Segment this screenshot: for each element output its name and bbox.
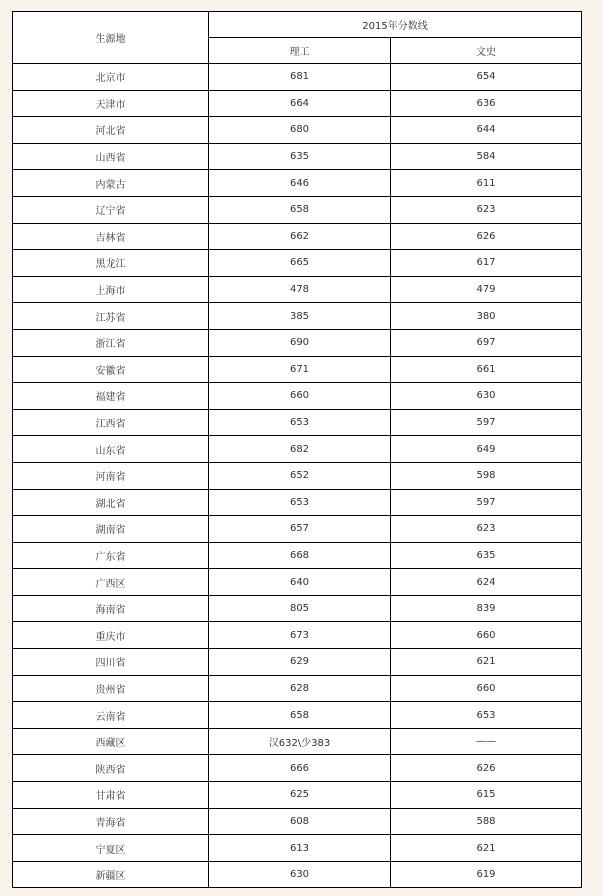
science-score-cell: 385 bbox=[209, 303, 391, 330]
arts-score-cell: 644 bbox=[391, 117, 582, 144]
science-score-cell: 652 bbox=[209, 462, 391, 489]
region-cell: 黑龙江 bbox=[13, 250, 209, 277]
region-cell: 辽宁省 bbox=[13, 196, 209, 223]
arts-score-cell: 661 bbox=[391, 356, 582, 383]
header-year-group: 2015年分数线 bbox=[209, 12, 582, 38]
region-cell: 四川省 bbox=[13, 649, 209, 676]
arts-score-cell: 584 bbox=[391, 143, 582, 170]
arts-score-cell: 626 bbox=[391, 755, 582, 782]
science-score-cell: 690 bbox=[209, 329, 391, 356]
science-score-cell: 653 bbox=[209, 409, 391, 436]
science-score-cell: 673 bbox=[209, 622, 391, 649]
table-row bbox=[13, 728, 582, 755]
science-score-cell: 653 bbox=[209, 489, 391, 516]
table-row bbox=[13, 516, 582, 543]
arts-score-cell: 623 bbox=[391, 516, 582, 543]
table-row bbox=[13, 489, 582, 516]
science-score-cell: 658 bbox=[209, 702, 391, 729]
region-cell: 重庆市 bbox=[13, 622, 209, 649]
arts-score-cell: 697 bbox=[391, 329, 582, 356]
table-row bbox=[13, 675, 582, 702]
region-cell: 广西区 bbox=[13, 569, 209, 596]
arts-score-cell: 636 bbox=[391, 90, 582, 117]
table-row bbox=[13, 595, 582, 622]
table-row bbox=[13, 143, 582, 170]
arts-score-cell: 630 bbox=[391, 383, 582, 410]
science-score-cell: 682 bbox=[209, 436, 391, 463]
region-cell: 河南省 bbox=[13, 462, 209, 489]
table-row bbox=[13, 276, 582, 303]
table-row bbox=[13, 649, 582, 676]
region-cell: 甘肃省 bbox=[13, 782, 209, 809]
science-score-cell: 664 bbox=[209, 90, 391, 117]
arts-score-cell: 660 bbox=[391, 622, 582, 649]
table-row bbox=[13, 462, 582, 489]
arts-score-cell: 653 bbox=[391, 702, 582, 729]
table-row bbox=[13, 170, 582, 197]
arts-score-cell: 598 bbox=[391, 462, 582, 489]
region-cell: 福建省 bbox=[13, 383, 209, 410]
region-cell: 广东省 bbox=[13, 542, 209, 569]
region-cell: 西藏区 bbox=[13, 728, 209, 755]
table-row bbox=[13, 436, 582, 463]
science-score-cell: 646 bbox=[209, 170, 391, 197]
table-row bbox=[13, 861, 582, 888]
arts-score-cell: 660 bbox=[391, 675, 582, 702]
region-cell: 河北省 bbox=[13, 117, 209, 144]
science-score-cell: 666 bbox=[209, 755, 391, 782]
science-score-cell: 658 bbox=[209, 196, 391, 223]
science-score-cell: 665 bbox=[209, 250, 391, 277]
table-row bbox=[13, 90, 582, 117]
table-row bbox=[13, 622, 582, 649]
science-score-cell: 629 bbox=[209, 649, 391, 676]
region-cell: 江西省 bbox=[13, 409, 209, 436]
region-cell: 贵州省 bbox=[13, 675, 209, 702]
arts-score-cell: 624 bbox=[391, 569, 582, 596]
region-cell: 江苏省 bbox=[13, 303, 209, 330]
table-row bbox=[13, 383, 582, 410]
table-row bbox=[13, 117, 582, 144]
region-cell: 湖北省 bbox=[13, 489, 209, 516]
science-score-cell: 608 bbox=[209, 808, 391, 835]
science-score-cell: 671 bbox=[209, 356, 391, 383]
science-score-cell: 680 bbox=[209, 117, 391, 144]
score-table bbox=[12, 11, 582, 888]
region-cell: 海南省 bbox=[13, 595, 209, 622]
table-row bbox=[13, 196, 582, 223]
science-score-cell: 660 bbox=[209, 383, 391, 410]
arts-score-cell: 839 bbox=[391, 595, 582, 622]
region-cell: 浙江省 bbox=[13, 329, 209, 356]
region-cell: 安徽省 bbox=[13, 356, 209, 383]
arts-score-cell: 615 bbox=[391, 782, 582, 809]
arts-score-cell: 597 bbox=[391, 489, 582, 516]
table-row bbox=[13, 782, 582, 809]
arts-score-cell: 479 bbox=[391, 276, 582, 303]
science-score-cell: 628 bbox=[209, 675, 391, 702]
header-region: 生源地 bbox=[13, 12, 209, 64]
arts-score-cell: 621 bbox=[391, 835, 582, 862]
science-score-cell: 630 bbox=[209, 861, 391, 888]
science-score-cell: 681 bbox=[209, 64, 391, 91]
table-row bbox=[13, 64, 582, 91]
region-cell: 吉林省 bbox=[13, 223, 209, 250]
science-score-cell: 640 bbox=[209, 569, 391, 596]
region-cell: 山东省 bbox=[13, 436, 209, 463]
table-row bbox=[13, 303, 582, 330]
science-score-cell: 汉632\少383 bbox=[209, 728, 391, 755]
arts-score-cell: 597 bbox=[391, 409, 582, 436]
science-score-cell: 805 bbox=[209, 595, 391, 622]
arts-score-cell: 654 bbox=[391, 64, 582, 91]
science-score-cell: 657 bbox=[209, 516, 391, 543]
science-score-cell: 668 bbox=[209, 542, 391, 569]
region-cell: 新疆区 bbox=[13, 861, 209, 888]
arts-score-cell: 649 bbox=[391, 436, 582, 463]
science-score-cell: 662 bbox=[209, 223, 391, 250]
region-cell: 陕西省 bbox=[13, 755, 209, 782]
region-cell: 宁夏区 bbox=[13, 835, 209, 862]
table-row bbox=[13, 542, 582, 569]
arts-score-cell: 617 bbox=[391, 250, 582, 277]
region-cell: 北京市 bbox=[13, 64, 209, 91]
region-cell: 天津市 bbox=[13, 90, 209, 117]
table-row bbox=[13, 356, 582, 383]
table-row bbox=[13, 835, 582, 862]
table-row bbox=[13, 569, 582, 596]
header-row bbox=[13, 12, 582, 38]
science-score-cell: 635 bbox=[209, 143, 391, 170]
header-arts: 文史 bbox=[391, 38, 582, 64]
science-score-cell: 625 bbox=[209, 782, 391, 809]
table-row bbox=[13, 755, 582, 782]
science-score-cell: 613 bbox=[209, 835, 391, 862]
table-row bbox=[13, 250, 582, 277]
arts-score-cell: 626 bbox=[391, 223, 582, 250]
table-row bbox=[13, 409, 582, 436]
table-row bbox=[13, 808, 582, 835]
region-cell: 云南省 bbox=[13, 702, 209, 729]
region-cell: 内蒙古 bbox=[13, 170, 209, 197]
arts-score-cell: 380 bbox=[391, 303, 582, 330]
table-row bbox=[13, 223, 582, 250]
region-cell: 湖南省 bbox=[13, 516, 209, 543]
science-score-cell: 478 bbox=[209, 276, 391, 303]
region-cell: 山西省 bbox=[13, 143, 209, 170]
arts-score-cell: 621 bbox=[391, 649, 582, 676]
arts-score-cell: 588 bbox=[391, 808, 582, 835]
region-cell: 青海省 bbox=[13, 808, 209, 835]
arts-score-cell: —— bbox=[391, 728, 582, 755]
arts-score-cell: 611 bbox=[391, 170, 582, 197]
header-science: 理工 bbox=[209, 38, 391, 64]
arts-score-cell: 619 bbox=[391, 861, 582, 888]
arts-score-cell: 623 bbox=[391, 196, 582, 223]
table-row bbox=[13, 329, 582, 356]
arts-score-cell: 635 bbox=[391, 542, 582, 569]
region-cell: 上海市 bbox=[13, 276, 209, 303]
table-row bbox=[13, 702, 582, 729]
